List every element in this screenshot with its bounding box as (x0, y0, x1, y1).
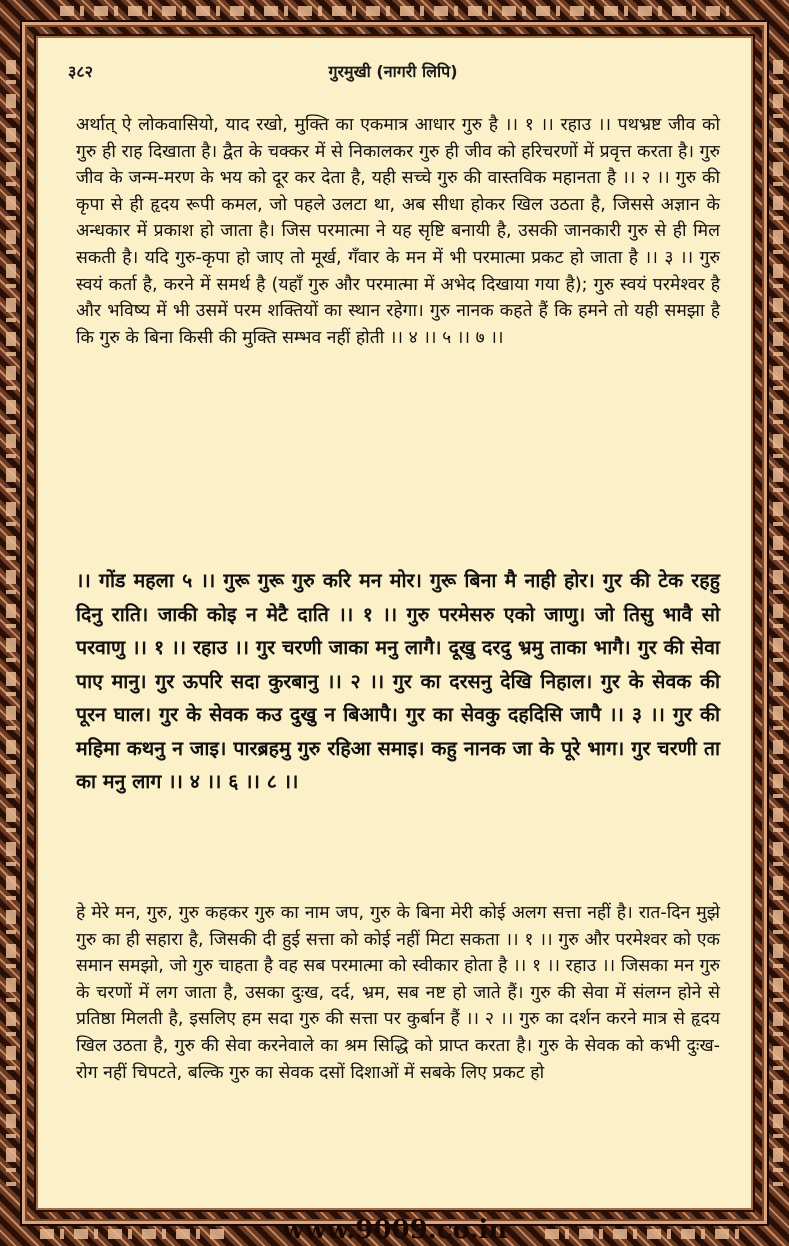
hymn-paragraph: ।। गोंड महला ५ ।। गुरू गुरू गुरु करि मन मोर। गुरू बिना मै नाही होर। गुर की टेक रहहु दिनु राति। जाकी कोइ न मेटै दाति ।। १ ।। गुरु परमेसरु एको जाणु। जो तिसु भावै सो परवाणु ।। १ ।। रहाउ ।। गुर चरणी जाका मनु लागै। दूखु दरदु भ्रमु ताका भागै। गुर की सेवा पाए मानु। गुर ऊपरि सदा कुरबानु ।। २ ।। गुर का दरसनु देखि निहाल। गुर के सेवक की पूरन घाल। गुर के सेवक कउ दुखु न बिआपै। गुर का सेवकु दहदिसि जापै ।। ३ ।। गुर की महिमा कथनु न जाइ। पारब्रहमु गुरु रहिआ समाइ। कहु नानक जा के पूरे भाग। गुर चरणी ता का मनु लाग ।। ४ ।। ६ ।। ८ ।। (76, 569, 720, 793)
page-number: ३८२ (68, 62, 93, 81)
commentary-paragraph-1: अर्थात् ऐ लोकवासियो, याद रखो, मुक्ति का एकमात्र आधार गुरु है ।। १ ।। रहाउ ।। पथभ्रष्ट जीव को गुरु ही राह दिखाता है। द्वैत के चक्कर में से निकालकर गुरु ही जीव को हरिचरणों में प्रवृत्त करता है। गुरु जीव के जन्म-मरण के भय को दूर कर देता है, यही सच्चे गुरु की वास्तविक महानता है ।। २ ।। गुरु की कृपा से ही हृदय रूपी कमल, जो पहले उलटा था, अब सीधा होकर खिल उठता है, जिससे अज्ञान के अन्धकार में प्रकाश हो जाता है। जिस परमात्मा ने यह सृष्टि बनायी है, उसकी जानकारी गुरु से ही मिल सकती है। यदि गुरु-कृपा हो जाए तो मूर्ख, गँवार के मन में भी परमात्मा प्रकट हो जाता है ।। ३ ।। गुरु स्वयं कर्ता है, करने में समर्थ है (यहाँ गुरु और परमात्मा में अभेद दिखाया गया है); गुरु स्वयं परमेश्वर है और भविष्य में भी उसमें परम शक्तियों का स्थान रहेगा। गुरु नानक कहते हैं कि हमने तो यही समझा है कि गुरु के बिना किसी की मुक्ति सम्भव नहीं होती ।। ४ ।। ५ ।। ७ ।। (76, 115, 720, 348)
border-ornament-left (6, 60, 16, 1186)
scripture-page (38, 38, 751, 1208)
website-url[interactable]: www.9009.co.in (281, 1215, 508, 1245)
page-header (68, 56, 718, 86)
commentary-paragraph-2: हे मेरे मन, गुरु, गुरु कहकर गुरु का नाम जप, गुरु के बिना मेरी कोई अलग सत्ता नहीं है। रात-दिन मुझे गुरु का ही सहारा है, जिसकी दी हुई सत्ता को कोई नहीं मिटा सकता ।। १ ।। गुरु और परमेश्वर को एक समान समझो, जो गुरु चाहता है वह सब परमात्मा को स्वीकार होता है ।। १ ।। रहाउ ।। जिसका मन गुरु के चरणों में लग जाता है, उसका दुःख, दर्द, भ्रम, सब नष्ट हो जाते हैं। गुरु की सेवा में संलग्न होने से प्रतिष्ठा मिलती है, इसलिए हम सदा गुरु की सत्ता पर कुर्बान हैं ।। २ ।। गुरु का दर्शन करने मात्र से हृदय खिल उठता है, गुरु की सेवा करनेवाले का श्रम सिद्धि को प्राप्त करता है। गुरु के सेवक को कभी दुःख-रोग नहीं चिपटते, बल्कि गुरु का सेवक दसों दिशाओं में सबके लिए प्रकट हो (76, 903, 720, 1083)
border-ornament-right (773, 60, 783, 1186)
page-title: गुरमुखी (नागरी लिपि) (328, 62, 458, 81)
border-ornament-top (60, 6, 729, 16)
